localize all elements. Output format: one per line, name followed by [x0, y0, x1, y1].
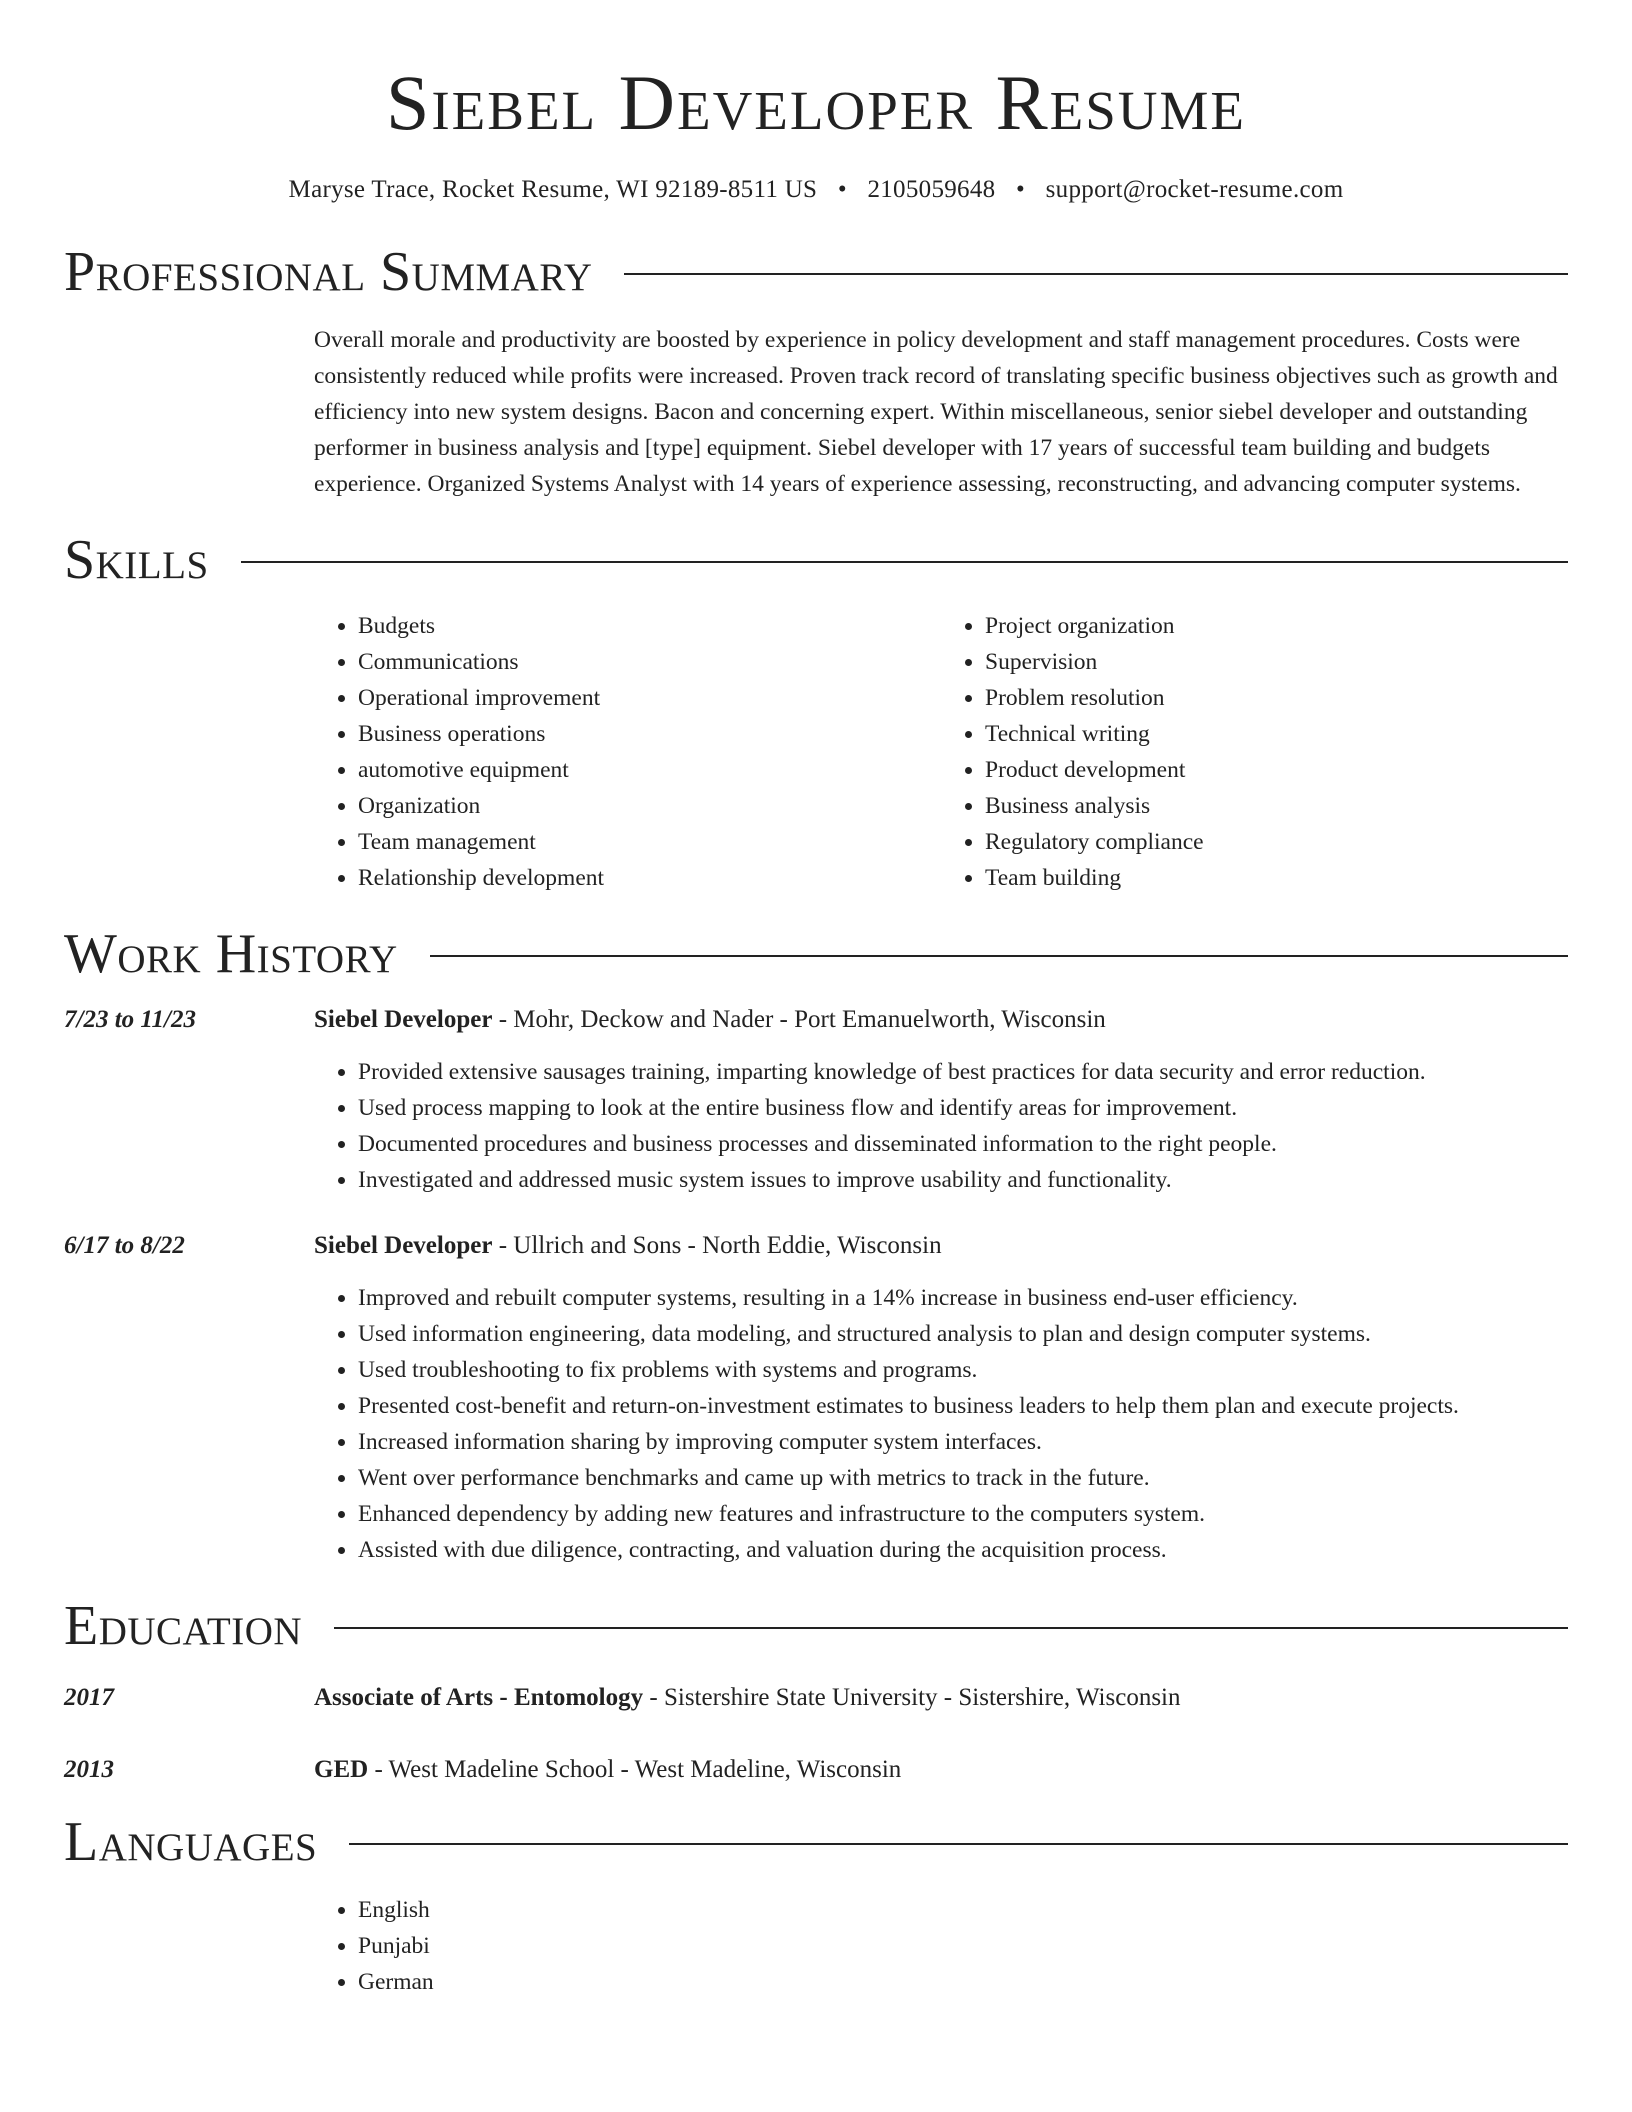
education-school-location: - West Madeline School - West Madeline, Wisconsin — [368, 1756, 902, 1783]
job-employer-location: - Ullrich and Sons - North Eddie, Wisconsin — [492, 1232, 942, 1259]
work-history-list — [64, 1002, 1568, 1568]
work-entry-date: 6/17 to 8/22 — [64, 1232, 185, 1259]
skills-section — [314, 608, 1568, 896]
summary-section-header — [64, 241, 1568, 303]
job-duty-item: • Documented procedures and business processes and disseminated information to the right people. — [358, 1126, 1568, 1162]
job-duty-item: • Used information engineering, data modeling, and structured analysis to plan and design computer systems. — [358, 1316, 1568, 1352]
languages-section-header — [64, 1811, 1568, 1873]
job-duty-item: • Used troubleshooting to fix problems with systems and programs. — [358, 1352, 1568, 1388]
work-entry — [64, 1002, 1568, 1198]
language-item: • English — [358, 1892, 1568, 1928]
skill-item: • Business analysis — [985, 788, 1568, 824]
summary-section-title: Professional Summary — [64, 241, 593, 303]
contact-separator: • — [837, 176, 847, 203]
job-duty-item: • Investigated and addressed music system issues to improve usability and functionality. — [358, 1162, 1568, 1198]
language-item: • German — [358, 1964, 1568, 2000]
job-duty-item: • Enhanced dependency by adding new features and infrastructure to the computers system. — [358, 1496, 1568, 1532]
skill-item: • Business operations — [358, 716, 941, 752]
work-entry — [64, 1228, 1568, 1568]
contact-separator: • — [1016, 176, 1026, 203]
job-duty-item: • Increased information sharing by improving computer system interfaces. — [358, 1424, 1568, 1460]
job-title: Siebel Developer — [314, 1006, 493, 1033]
job-duty-item: • Presented cost-benefit and return-on-investment estimates to business leaders to help them plan and execute projects. — [358, 1388, 1568, 1424]
skill-item: • Problem resolution — [985, 680, 1568, 716]
skill-item: • Relationship development — [358, 860, 941, 896]
skill-item: • Team building — [985, 860, 1568, 896]
education-entry — [64, 1680, 1568, 1716]
section-divider — [349, 1843, 1568, 1845]
contact-phone: 2105059648 — [867, 176, 996, 203]
job-employer-location: - Mohr, Deckow and Nader - Port Emanuelworth, Wisconsin — [492, 1006, 1106, 1033]
job-duty-item: • Went over performance benchmarks and came up with metrics to track in the future. — [358, 1460, 1568, 1496]
work-entry-body — [314, 1002, 1568, 1198]
languages-section-title: Languages — [64, 1811, 318, 1873]
skill-item: • Budgets — [358, 608, 941, 644]
skills-section-title: Skills — [64, 529, 209, 591]
skill-item: • Supervision — [985, 644, 1568, 680]
work-section-title: Work History — [64, 923, 398, 985]
education-section-header — [64, 1595, 1568, 1657]
skill-item: • automotive equipment — [358, 752, 941, 788]
summary-text: Overall morale and productivity are boosted by experience in policy development and staff management procedures. Costs were consistently reduced while profits were increased. Proven track record of translating specific business objectives such as growth and efficiency into new system designs. Bacon and concerning expert. Within miscellaneous, senior siebel developer and outstanding performer in business analysis and [type] equipment. Siebel developer with 17 years of successful team building and budgets experience. Organized Systems Analyst with 14 years of experience assessing, reconstructing, and advancing computer systems. — [314, 327, 1558, 497]
education-entry-heading — [314, 1680, 1568, 1716]
education-list — [64, 1680, 1568, 1788]
education-entry-date: 2017 — [64, 1684, 114, 1711]
job-duties-list — [314, 1054, 1568, 1198]
skill-item: • Communications — [358, 644, 941, 680]
contact-line — [64, 176, 1568, 204]
skill-item: • Technical writing — [985, 716, 1568, 752]
skill-item: • Operational improvement — [358, 680, 941, 716]
skills-list-left — [314, 608, 941, 896]
job-duty-item: • Improved and rebuilt computer systems, resulting in a 14% increase in business end-user efficiency. — [358, 1280, 1568, 1316]
contact-address: Maryse Trace, Rocket Resume, WI 92189-8511 US — [288, 176, 818, 203]
section-divider — [430, 955, 1568, 957]
contact-email: support@rocket-resume.com — [1045, 176, 1344, 203]
skills-list-right — [941, 608, 1568, 896]
section-divider — [334, 1627, 1568, 1629]
job-duties-list — [314, 1280, 1568, 1568]
resume-title: Siebel Developer Resume — [385, 59, 1247, 146]
work-entry-body — [314, 1228, 1568, 1568]
skill-item: • Team management — [358, 824, 941, 860]
education-entry — [64, 1752, 1568, 1788]
work-section-header — [64, 923, 1568, 985]
education-degree: GED — [314, 1756, 369, 1783]
work-entry-heading — [314, 1002, 1568, 1038]
education-entry-date: 2013 — [64, 1756, 114, 1783]
language-item: • Punjabi — [358, 1928, 1568, 1964]
job-title: Siebel Developer — [314, 1232, 493, 1259]
languages-list — [314, 1892, 1568, 2000]
skill-item: • Product development — [985, 752, 1568, 788]
education-school-location: - Sistershire State University - Sistershire, Wisconsin — [643, 1684, 1181, 1711]
job-duty-item: • Assisted with due diligence, contracting, and valuation during the acquisition process. — [358, 1532, 1568, 1568]
skill-item: • Regulatory compliance — [985, 824, 1568, 860]
job-duty-item: • Used process mapping to look at the entire business flow and identify areas for improvement. — [358, 1090, 1568, 1126]
education-entry-heading — [314, 1752, 1568, 1788]
work-entry-date: 7/23 to 11/23 — [64, 1006, 196, 1033]
languages-section — [314, 1892, 1568, 2000]
skills-section-header — [64, 529, 1568, 591]
job-duty-item: • Provided extensive sausages training, imparting knowledge of best practices for data security and error reduction. — [358, 1054, 1568, 1090]
work-entry-heading — [314, 1228, 1568, 1264]
education-section-title: Education — [64, 1595, 303, 1657]
skill-item: • Organization — [358, 788, 941, 824]
section-divider — [624, 273, 1568, 275]
summary-section — [314, 322, 1568, 502]
education-degree: Associate of Arts - Entomology — [314, 1684, 644, 1711]
section-divider — [241, 561, 1568, 563]
skill-item: • Project organization — [985, 608, 1568, 644]
